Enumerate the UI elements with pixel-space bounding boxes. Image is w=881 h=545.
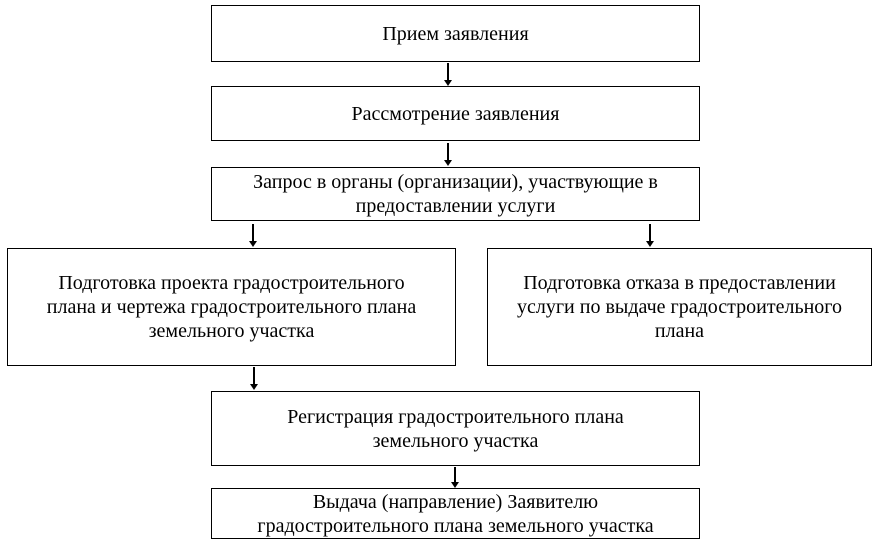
flow-node-registration-label-line1: Регистрация градостроительного плана bbox=[287, 405, 624, 428]
flow-node-refusal-preparation-label-line3: плана bbox=[654, 320, 705, 342]
flow-node-refusal-preparation-label-line2: услуги по выдаче градостроительного bbox=[517, 296, 842, 318]
arrow-stem bbox=[253, 367, 255, 384]
down-arrow-icon bbox=[644, 224, 656, 247]
flow-node-issuance-label-line1: Выдача (направление) Заявителю bbox=[312, 490, 599, 513]
arrow-head bbox=[646, 241, 654, 247]
down-arrow-icon bbox=[247, 224, 259, 247]
flow-node-refusal-preparation-label-line1: Подготовка отказа в предоставлении bbox=[523, 272, 836, 294]
flow-node-reception bbox=[211, 5, 700, 62]
flow-node-reception-label: Прием заявления bbox=[382, 22, 529, 45]
flow-node-registration-label-line2: земельного участка bbox=[372, 429, 539, 452]
arrow-head bbox=[250, 384, 258, 390]
down-arrow-icon bbox=[248, 367, 260, 390]
flow-node-refusal-preparation bbox=[487, 248, 872, 366]
arrow-stem bbox=[454, 467, 456, 482]
flow-node-issuance bbox=[211, 488, 700, 539]
flow-node-request bbox=[211, 167, 700, 221]
arrow-stem bbox=[252, 224, 254, 241]
flow-node-plan-preparation-label-line3: земельного участка bbox=[148, 320, 315, 342]
arrow-stem bbox=[447, 143, 449, 160]
arrow-head bbox=[249, 241, 257, 247]
flow-node-issuance-label-line2: градостроительного плана земельного участка bbox=[257, 514, 654, 537]
flow-node-registration bbox=[211, 391, 700, 466]
flow-node-review bbox=[211, 86, 700, 141]
flow-node-plan-preparation-label-line2: плана и чертежа градостроительного плана bbox=[46, 296, 417, 318]
down-arrow-icon bbox=[442, 143, 454, 166]
flow-node-plan-preparation-label-line1: Подготовка проекта градостроительного bbox=[58, 272, 405, 294]
flow-node-review-label: Рассмотрение заявления bbox=[351, 102, 560, 125]
flow-node-request-label-line1: Запрос в органы (организации), участвующие в bbox=[253, 171, 658, 193]
down-arrow-icon bbox=[449, 467, 461, 488]
arrow-stem bbox=[447, 63, 449, 80]
down-arrow-icon bbox=[442, 63, 454, 86]
flow-node-request-label-line2: предоставлении услуги bbox=[355, 195, 556, 217]
arrow-head bbox=[444, 160, 452, 166]
flow-node-plan-preparation bbox=[7, 248, 456, 366]
arrow-stem bbox=[649, 224, 651, 241]
